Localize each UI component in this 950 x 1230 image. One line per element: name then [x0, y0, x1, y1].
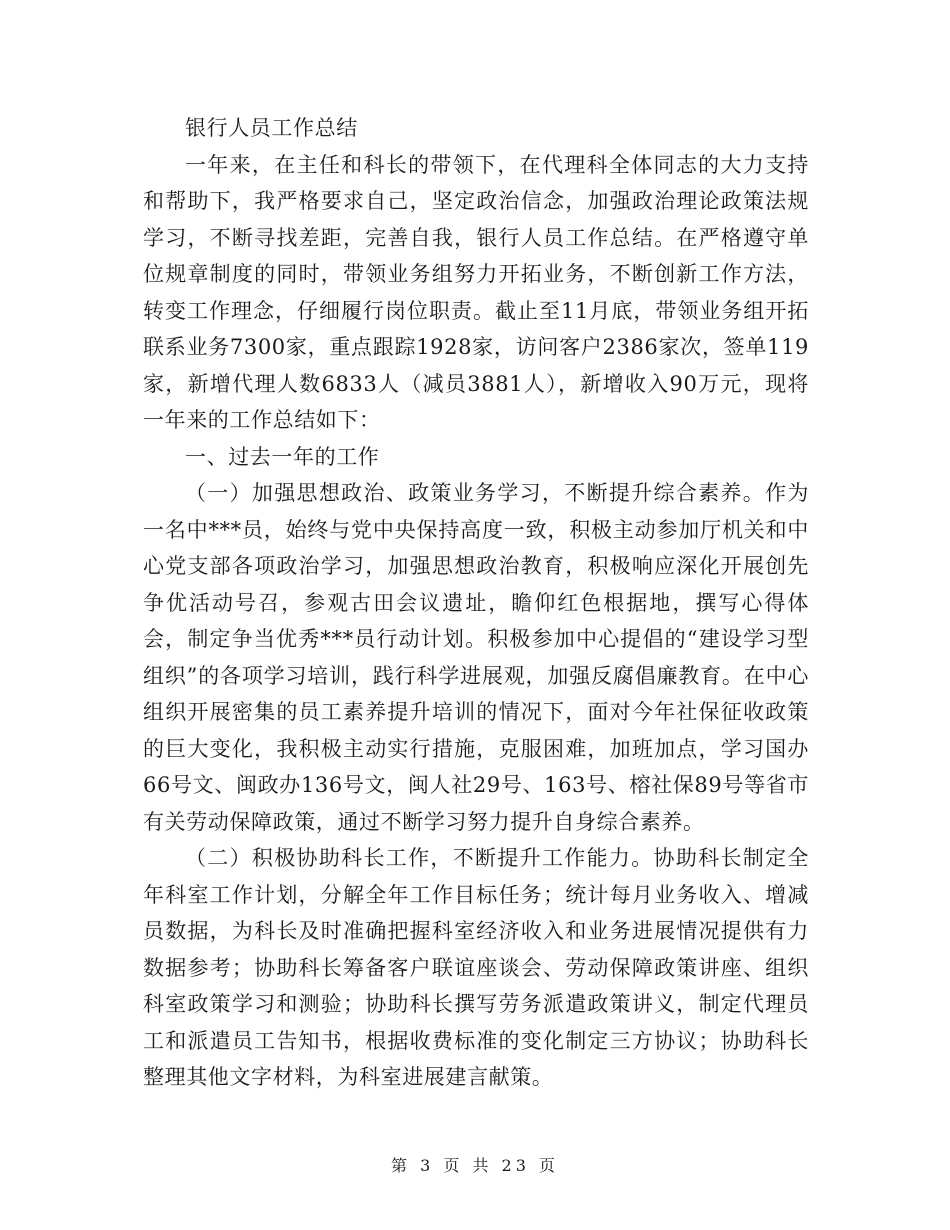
body-paragraph: （二）积极协助科长工作，不断提升工作能力。协助科长制定全年科室工作计划，分解全年工作目标任务；统计每月业务收入、增减员数据，为科长及时准确把握科室经济收入和业务进展情况提供有力数据参考；协助科长筹备客户联谊座谈会、劳动保障政策讲座、组织科室政策学习和测验；协助科长撰写劳务派遣政策讲义，制定代理员工和派遣员工告知书，根据收费标准的变化制定三方协议；协助科长整理其他文字材料，为科室进展建言献策。	[143, 846, 809, 1089]
intro-paragraph: 一年来，在主任和科长的带领下，在代理科全体同志的大力支持和帮助下，我严格要求自己，坚定政治信念，加强政治理论政策法规学习，不断寻找差距，完善自我，银行人员工作总结。在严格遵守单位规章制度的同时，带领业务组努力开拓业务，不断创新工作方法，转变工作理念，仔细履行岗位职责。截止至11月底，带领业务组开拓联系业务7300家，重点跟踪1928家，访问客户2386家次，签单119家，新增代理人数6833人（减员3881人），新增收入90万元，现将一年来的工作总结如下：	[143, 152, 809, 432]
document-body	[143, 110, 809, 1096]
document-title: 银行人员工作总结	[185, 116, 358, 140]
body-paragraph: （一）加强思想政治、政策业务学习，不断提升综合素养。作为一名中***员，始终与党中央保持高度一致，积极主动参加厅机关和中心党支部各项政治学习，加强思想政治教育，积极响应深化开展创先争优活动号召，参观古田会议遗址，瞻仰红色根据地，撰写心得体会，制定争当优秀***员行动计划。积极参加中心提倡的“建设学习型组织”的各项学习培训，践行科学进展观，加强反腐倡廉教育。在中心组织开展密集的员工素养提升培训的情况下，面对今年社保征收政策的巨大变化，我积极主动实行措施，克服困难，加班加点，学习国办66号文、闽政办136号文，闽人社29号、163号、榕社保89号等省市有关劳动保障政策，通过不断学习努力提升自身综合素养。	[143, 481, 809, 834]
page-number-footer: 第 3 页 共 23 页	[391, 1156, 559, 1175]
section-heading: 一、过去一年的工作	[185, 444, 380, 469]
